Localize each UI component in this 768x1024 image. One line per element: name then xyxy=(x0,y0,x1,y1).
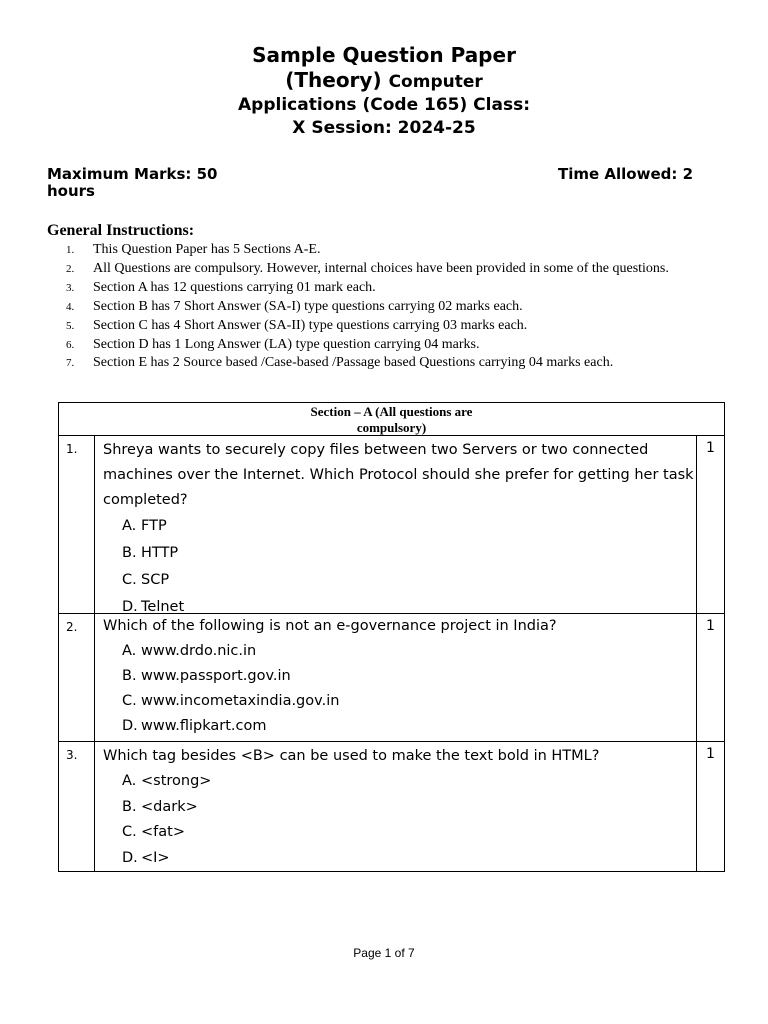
answer-option xyxy=(122,714,703,739)
section-heading-line-1: Section – A (All questions are xyxy=(310,404,473,419)
question-content xyxy=(103,438,703,621)
instruction-item xyxy=(66,317,669,336)
answer-option xyxy=(122,820,703,846)
question-text: Shreya wants to securely copy files between two Servers or two connected machines over the Internet. Which Protocol should she prefer for getting her task completed? xyxy=(103,442,694,508)
option-label: D. xyxy=(122,849,138,866)
option-text: SCP xyxy=(141,572,170,588)
question-marks: 1 xyxy=(696,436,724,613)
answer-option xyxy=(122,513,703,540)
answer-option xyxy=(122,567,703,594)
answer-option xyxy=(122,795,703,821)
option-label: D. xyxy=(122,718,138,734)
time-allowed: Time Allowed: 2 xyxy=(558,165,694,183)
instruction-text: Section C has 4 Short Answer (SA-II) type questions carrying 03 marks each. xyxy=(93,317,528,333)
instruction-number: 1. xyxy=(66,244,75,256)
option-text: www.drdo.nic.in xyxy=(141,643,257,659)
option-label: A. xyxy=(122,773,137,789)
title-theory: (Theory) xyxy=(285,68,382,92)
question-content xyxy=(103,744,703,871)
title-line-1: Sample Question Paper xyxy=(252,43,516,67)
answer-option xyxy=(122,769,703,795)
paper-title xyxy=(0,44,768,140)
option-label: A. xyxy=(122,643,137,659)
option-label: C. xyxy=(122,824,137,840)
option-text: <dark> xyxy=(141,798,198,815)
question-text: Which of the following is not an e-governance project in India? xyxy=(103,618,557,634)
instruction-text: All Questions are compulsory. However, internal choices have been provided in some of the questions. xyxy=(93,260,669,276)
general-instructions-list xyxy=(66,241,669,373)
question-row xyxy=(59,614,724,742)
instruction-item xyxy=(66,241,669,260)
option-text: <fat> xyxy=(141,824,185,840)
title-line-3: Applications (Code 165) Class: xyxy=(238,95,530,115)
instruction-text: Section E has 2 Source based /Case-based /Passage based Questions carrying 04 marks each. xyxy=(93,355,614,371)
instruction-text: Section A has 12 questions carrying 01 mark each. xyxy=(93,279,376,295)
instruction-number: 3. xyxy=(66,281,75,294)
instruction-text: Section D has 1 Long Answer (LA) type question carrying 04 marks. xyxy=(93,336,480,352)
question-content xyxy=(103,614,703,739)
maximum-marks xyxy=(47,166,217,200)
option-label: B. xyxy=(122,668,137,684)
option-text: www.incometaxindia.gov.in xyxy=(141,693,340,709)
option-text: <strong> xyxy=(141,773,212,789)
instruction-number: 4. xyxy=(66,300,75,313)
page-footer: Page 1 of 7 xyxy=(353,946,415,960)
question-number: 1. xyxy=(59,436,95,613)
instruction-text: Section B has 7 Short Answer (SA-I) type questions carrying 02 marks each. xyxy=(93,298,523,314)
answer-option xyxy=(122,540,703,567)
option-text: FTP xyxy=(141,518,167,534)
option-label: B. xyxy=(122,798,137,815)
option-text: www.passport.gov.in xyxy=(141,668,291,684)
instruction-item xyxy=(66,354,669,373)
option-label: C. xyxy=(122,693,137,709)
section-a-table xyxy=(58,402,725,872)
question-text: Which tag besides <B> can be used to make the text bold in HTML? xyxy=(103,748,600,764)
question-number: 3. xyxy=(59,742,95,872)
question-marks: 1 xyxy=(696,742,724,872)
section-a-heading xyxy=(59,403,724,436)
instruction-text: This Question Paper has 5 Sections A-E. xyxy=(93,242,321,257)
instruction-item xyxy=(66,279,669,298)
title-line-4: X Session: 2024-25 xyxy=(292,118,476,138)
section-heading-line-2: compulsory) xyxy=(356,420,427,435)
time-hours-text: hours xyxy=(47,182,95,200)
question-row xyxy=(59,436,724,614)
maximum-marks-text: Maximum Marks: 50 xyxy=(47,165,218,183)
option-text: <I> xyxy=(141,849,170,866)
instruction-number: 7. xyxy=(66,357,75,370)
option-label: C. xyxy=(122,572,137,588)
question-marks: 1 xyxy=(696,614,724,741)
answer-option xyxy=(122,639,703,664)
instruction-item xyxy=(66,336,669,355)
option-label: A. xyxy=(122,518,137,534)
instruction-number: 6. xyxy=(66,338,75,351)
question-number: 2. xyxy=(59,614,95,741)
question-row xyxy=(59,742,724,872)
instruction-number: 5. xyxy=(66,319,75,332)
answer-option xyxy=(122,846,703,872)
option-label: B. xyxy=(122,545,137,561)
option-label: D. xyxy=(122,599,138,615)
option-text: HTTP xyxy=(141,545,179,561)
general-instructions-heading: General Instructions: xyxy=(47,222,195,239)
option-text: Telnet xyxy=(141,599,185,615)
option-text: www.flipkart.com xyxy=(141,718,267,734)
answer-option xyxy=(122,664,703,689)
title-line-2 xyxy=(0,69,768,93)
instruction-item xyxy=(66,298,669,317)
instruction-number: 2. xyxy=(66,262,75,275)
title-computer: Computer xyxy=(388,72,483,92)
answer-option xyxy=(122,689,703,714)
instruction-item xyxy=(66,260,669,279)
